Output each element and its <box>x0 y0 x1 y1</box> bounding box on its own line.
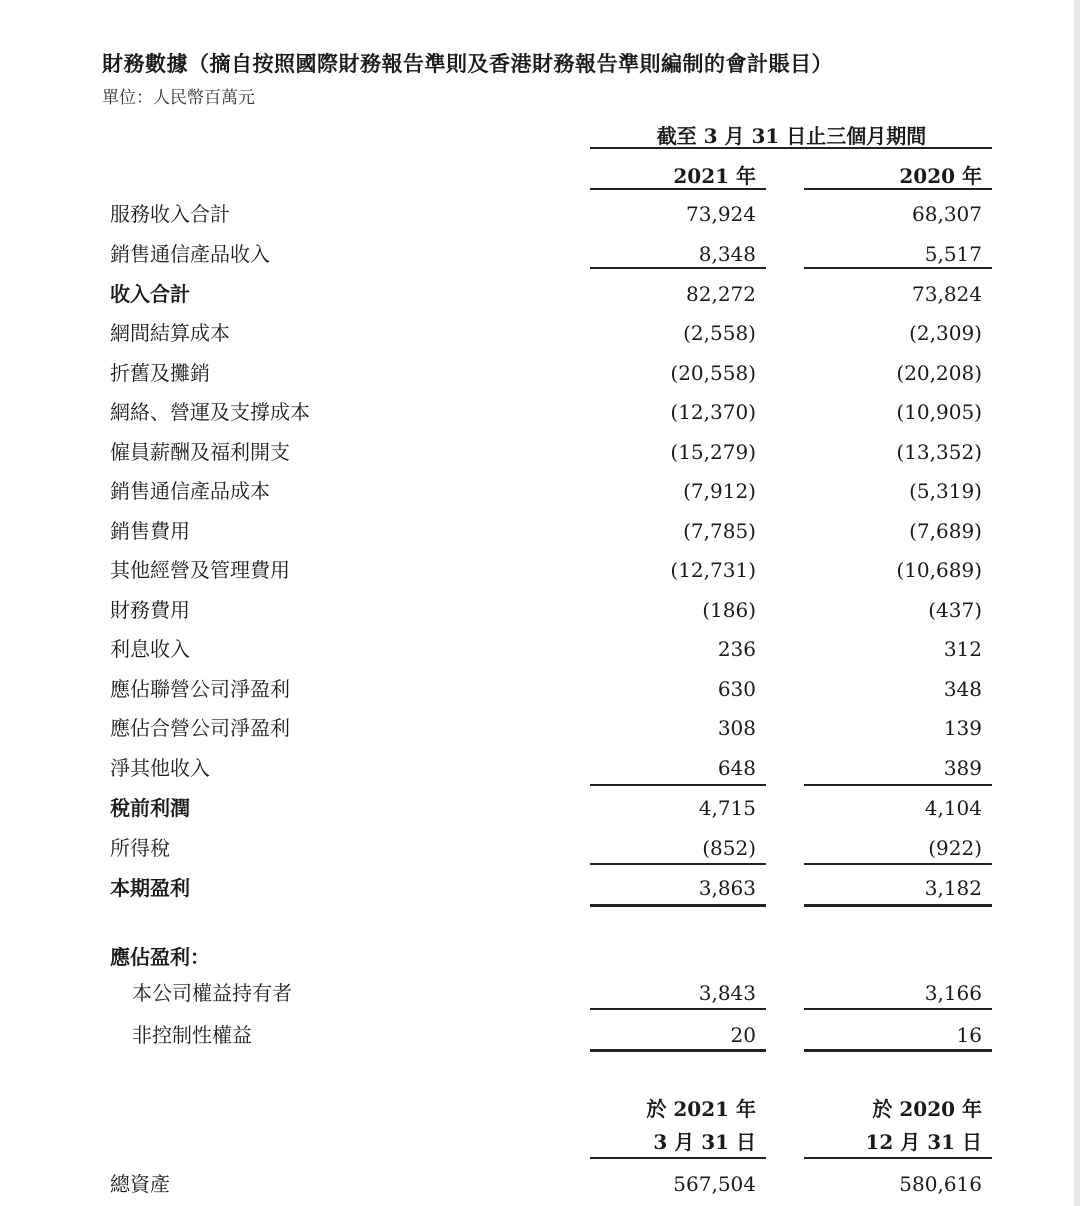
value-2020: 139 <box>943 716 982 740</box>
value-2020: 5,517 <box>924 242 982 266</box>
year-header-2020: 2020 年 <box>899 164 982 188</box>
value-2021: (852) <box>702 836 756 860</box>
table-row <box>0 790 1080 826</box>
total-rule <box>804 904 992 907</box>
value-2020: 348 <box>943 677 982 701</box>
year-underline-2020 <box>804 188 992 190</box>
row-label: 銷售費用 <box>110 519 190 543</box>
row-label: 折舊及攤銷 <box>110 361 210 385</box>
table-row <box>0 513 1080 549</box>
value-2021: (12,370) <box>670 400 756 424</box>
row-label: 收入合計 <box>110 282 190 306</box>
row-label: 銷售通信產品收入 <box>110 242 270 266</box>
value-2021: (15,279) <box>670 440 756 464</box>
value-2020: 580,616 <box>899 1172 982 1196</box>
row-label: 應佔合營公司淨盈利 <box>110 716 290 740</box>
total-rule <box>590 1049 766 1052</box>
row-label: 服務收入合計 <box>110 202 230 226</box>
value-2020: (10,689) <box>896 558 982 582</box>
value-2021: 648 <box>717 756 756 780</box>
value-2020: 3,166 <box>924 981 982 1005</box>
value-2020: 312 <box>943 637 982 661</box>
subtotal-rule <box>804 267 992 269</box>
value-2020: (922) <box>928 836 982 860</box>
row-label: 應佔聯營公司淨盈利 <box>110 677 290 701</box>
value-2020: 73,824 <box>912 282 982 306</box>
total-rule <box>590 904 766 907</box>
date-header-2020-line2: 12 月 31 日 <box>865 1130 982 1154</box>
value-2021: 3,863 <box>698 876 756 900</box>
date-header-2021-line2: 3 月 31 日 <box>653 1130 756 1154</box>
table-row <box>0 592 1080 628</box>
value-2021: 630 <box>717 677 756 701</box>
value-2021: 236 <box>717 637 756 661</box>
table-row <box>0 394 1080 430</box>
table-row <box>0 1166 1080 1202</box>
subtotal-rule <box>590 267 766 269</box>
table-row <box>0 710 1080 746</box>
value-2021: (186) <box>702 598 756 622</box>
period-header: 截至 3 月 31 日止三個月期間 <box>656 124 927 148</box>
unit-note: 單位：人民幣百萬元 <box>102 88 255 108</box>
value-2021: (12,731) <box>670 558 756 582</box>
row-label: 其他經營及管理費用 <box>110 558 290 582</box>
value-2020: 3,182 <box>924 876 982 900</box>
table-row <box>0 355 1080 391</box>
total-rule <box>804 1049 992 1052</box>
value-2021: (20,558) <box>670 361 756 385</box>
year-underline-2021 <box>590 188 766 190</box>
row-label: 本期盈利 <box>110 876 190 900</box>
table-row <box>0 196 1080 232</box>
subtotal-rule <box>804 1008 992 1010</box>
table-row <box>0 552 1080 588</box>
date-header-2020-line1: 於 2020 年 <box>872 1097 982 1121</box>
table-row <box>0 1017 1080 1053</box>
period-underline <box>590 147 992 149</box>
value-2020: (20,208) <box>896 361 982 385</box>
subtotal-rule <box>590 863 766 865</box>
year-header-2021: 2021 年 <box>673 164 756 188</box>
value-2021: 82,272 <box>686 282 756 306</box>
value-2020: 68,307 <box>912 202 982 226</box>
table-row <box>0 975 1080 1011</box>
value-2020: (2,309) <box>909 321 982 345</box>
subtotal-rule <box>590 784 766 786</box>
table-row <box>0 671 1080 707</box>
value-2020: (7,689) <box>909 519 982 543</box>
row-label: 網間結算成本 <box>110 321 230 345</box>
row-label: 網絡、營運及支撐成本 <box>110 400 310 424</box>
value-2020: (13,352) <box>896 440 982 464</box>
row-label: 所得稅 <box>110 836 170 860</box>
date-header-2021-line1: 於 2021 年 <box>646 1097 756 1121</box>
value-2020: 389 <box>943 756 982 780</box>
subtotal-rule <box>590 1008 766 1010</box>
value-2021: 4,715 <box>698 796 756 820</box>
value-2021: 73,924 <box>686 202 756 226</box>
date-underline <box>804 1157 992 1159</box>
row-label: 財務費用 <box>110 598 190 622</box>
row-label: 淨其他收入 <box>110 756 210 780</box>
subtotal-rule <box>804 863 992 865</box>
value-2021: 20 <box>730 1023 756 1047</box>
table-row <box>0 631 1080 667</box>
value-2020: (437) <box>928 598 982 622</box>
table-row <box>0 276 1080 312</box>
row-label: 銷售通信產品成本 <box>110 479 270 503</box>
table-row <box>0 434 1080 470</box>
value-2021: 308 <box>717 716 756 740</box>
value-2021: 567,504 <box>673 1172 756 1196</box>
value-2021: (7,912) <box>683 479 756 503</box>
row-label: 稅前利潤 <box>110 796 190 820</box>
row-label: 非控制性權益 <box>132 1023 252 1047</box>
row-label: 本公司權益持有者 <box>132 981 292 1005</box>
row-label: 僱員薪酬及福利開支 <box>110 440 290 464</box>
value-2020: 16 <box>956 1023 982 1047</box>
table-row <box>0 870 1080 906</box>
value-2020: 4,104 <box>924 796 982 820</box>
value-2021: 8,348 <box>698 242 756 266</box>
document-title: 財務數據（摘自按照國際財務報告準則及香港財務報告準則編制的會計賬目） <box>102 52 833 76</box>
value-2021: (2,558) <box>683 321 756 345</box>
subtotal-rule <box>804 784 992 786</box>
date-underline <box>590 1157 766 1159</box>
value-2020: (10,905) <box>896 400 982 424</box>
table-row <box>0 473 1080 509</box>
value-2020: (5,319) <box>909 479 982 503</box>
table-row <box>0 750 1080 786</box>
table-row <box>0 830 1080 866</box>
table-row <box>0 315 1080 351</box>
attributable-header: 應佔盈利： <box>110 945 210 969</box>
row-label: 利息收入 <box>110 637 190 661</box>
value-2021: (7,785) <box>683 519 756 543</box>
row-label: 總資產 <box>110 1172 170 1196</box>
value-2021: 3,843 <box>698 981 756 1005</box>
